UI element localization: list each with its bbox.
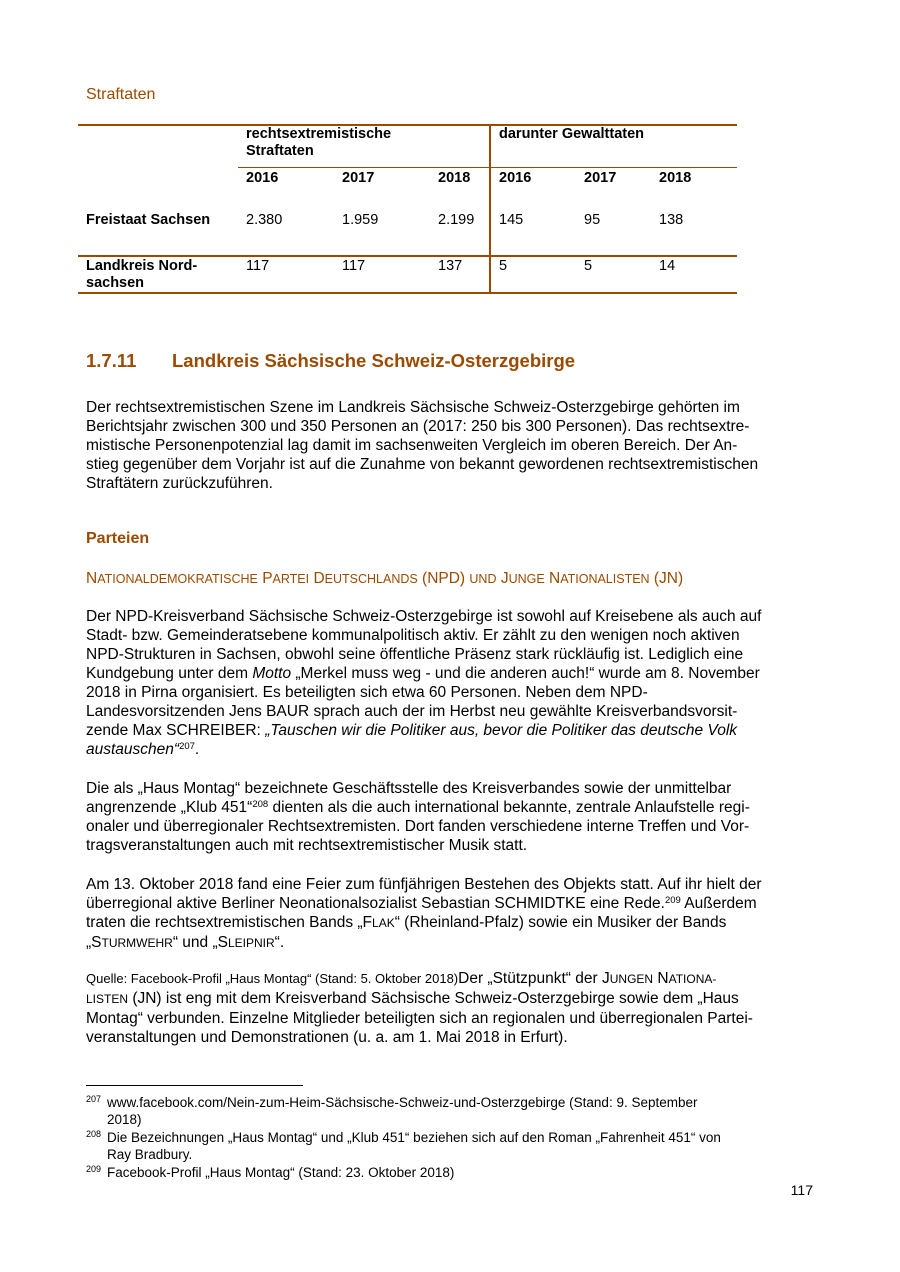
footnote-207: 207 www.facebook.com/Nein-zum-Heim-Sächsische-Schweiz-und-Osterzgebirge (Stand: 9. September 2018) bbox=[86, 1094, 698, 1127]
year-header: 2016 bbox=[246, 170, 279, 186]
footnote-209: 209 Facebook-Profil „Haus Montag“ (Stand: 23. Oktober 2018) bbox=[86, 1164, 455, 1180]
table-bottom-rule bbox=[78, 292, 737, 294]
year-header: 2016 bbox=[499, 170, 532, 186]
crime-statistics-table bbox=[78, 124, 737, 294]
table-cell: 145 bbox=[499, 212, 524, 228]
table-cell: 117 bbox=[246, 258, 270, 274]
table-cell: 5 bbox=[584, 258, 593, 274]
table-cell: 5 bbox=[499, 258, 508, 274]
intro-paragraph: Der rechtsextremistischen Szene im Landkreis Sächsische Schweiz-Osterzgebirge gehörten im Berichtsjahr zwischen 300 und 350 Personen an (2017: 250 bis 300 Personen). Das rechtsextre- mistische Personenpotenzial lag damit im sachsenweiten Vergleich im oberen Bereich. Der An- stieg gegenüber dem Vorjahr ist auf die Zunahme von bekannt gewordenen rechtsextremistischen Straftätern zurückzuführen. bbox=[86, 399, 759, 492]
section-number: 1.7.11 bbox=[86, 350, 137, 371]
table-cell: 2.199 bbox=[438, 212, 475, 228]
table-cell: 138 bbox=[659, 212, 684, 228]
group-header-crimes: rechtsextremistische Straftaten bbox=[246, 126, 392, 159]
row-label-landkreis-nordsachsen: Landkreis Nord- sachsen bbox=[86, 258, 198, 291]
jn-paragraph: Quelle: Facebook-Profil „Haus Montag“ (Stand: 5. Oktober 2018)Der „Stützpunkt“ der JUNGEN NATIONA- LISTEN (JN) ist eng mit dem Kreisverband Sächsische Schweiz-Osterzgebirge sowie dem „Haus Montag“ verbunden. Einzelne Mitglieder beteiligten sich an regionalen und überregionalen Partei- veranstaltungen und Demonstrationen (u. a. am 1. Mai 2018 in Erfurt). bbox=[86, 970, 753, 1046]
haus-montag-paragraph: Die als „Haus Montag“ bezeichnete Geschäftsstelle des Kreisverbandes sowie der unmittelbar angrenzende „Klub 451“$^{208}$ dienten als die auch international bekannte, zentrale Anlaufstelle regi- onaler und überregionaler Rechtsextremisten. Dort fanden verschiedene interne Treffen und Vor- tragsveranstaltungen auch mit rechtsextremistischer Musik statt. bbox=[86, 780, 750, 854]
subheading-parteien: Parteien bbox=[86, 530, 150, 547]
table-group-divider bbox=[489, 124, 491, 294]
table-header-rule bbox=[238, 167, 737, 168]
table-cell: 137 bbox=[438, 258, 463, 274]
table-cell: 14 bbox=[659, 258, 676, 274]
section-label: Straftaten bbox=[86, 86, 156, 103]
row-label-freistaat-sachsen: Freistaat Sachsen bbox=[86, 212, 211, 228]
table-row-rule bbox=[78, 255, 737, 257]
npd-paragraph: Der NPD-Kreisverband Sächsische Schweiz-Osterzgebirge ist sowohl auf Kreisebene als auch auf Stadt- bzw. Gemeinderatsebene kommunalpolitisch aktiv. Er zählt zu den wenigen noch aktiven NPD-Strukturen in Sachsen, obwohl seine öffentliche Präsenz stark rückläufig ist. Lediglich eine Kundgebung unter dem Motto „Merkel muss weg - und die anderen auch!“ wurde am 8. November 2018 in Pirna organisiert. Es beteiligten sich etwa 60 Personen. Neben dem NPD- Landesvorsitzenden Jens BAUR sprach auch der im Herbst neu gewählte Kreisverbandsvorsit- zende Max SCHREIBER: „Tauschen wir die Politiker aus, bevor die Politiker das deutsche Volk austauschen“$^{207}$. bbox=[86, 608, 762, 758]
footnote-ref-209: 209 bbox=[664, 895, 681, 906]
image-source-caption: Quelle: Facebook-Profil „Haus Montag“ (Stand: 5. Oktober 2018) bbox=[86, 971, 459, 986]
footnote-208: 208 Die Bezeichnungen „Haus Montag“ und „Klub 451“ beziehen sich auf den Roman „Fahrenheit 451“ von Ray Bradbury. bbox=[86, 1129, 721, 1162]
year-header: 2018 bbox=[438, 170, 471, 186]
section-heading bbox=[86, 350, 575, 372]
table-cell: 117 bbox=[342, 258, 366, 274]
year-header: 2017 bbox=[584, 170, 617, 186]
footnote-ref-207: 207 bbox=[179, 741, 195, 752]
page-number: 117 bbox=[790, 1182, 813, 1198]
anniversary-paragraph: Am 13. Oktober 2018 fand eine Feier zum fünfjährigen Bestehen des Objekts statt. Auf ihr hielt der überregional aktive Berliner Neonationalsozialist Sebastian SCHMIDTKE eine Rede.$^{209}$ Außerdem traten die rechtsextremistischen Bands „FLAK“ (Rheinland-Pfalz) sowie ein Musiker der Bands „STURMWEHR“ und „SLEIPNIR“. bbox=[86, 876, 762, 951]
year-header: 2018 bbox=[659, 170, 692, 186]
section-title: Landkreis Sächsische Schweiz-Osterzgebirge bbox=[172, 350, 576, 371]
table-cell: 95 bbox=[584, 212, 601, 228]
year-header: 2017 bbox=[342, 170, 375, 186]
footnote-ref-208: 208 bbox=[252, 799, 269, 810]
table-cell: 2.380 bbox=[246, 212, 283, 228]
subheading-npd-jn: NATIONALDEMOKRATISCHE PARTEI DEUTSCHLANDS (NPD) UND JUNGE NATIONALISTEN (JN) bbox=[86, 570, 684, 587]
group-header-violent: darunter Gewalttaten bbox=[499, 126, 645, 142]
footnote-separator bbox=[86, 1085, 303, 1086]
table-cell: 1.959 bbox=[342, 212, 379, 228]
